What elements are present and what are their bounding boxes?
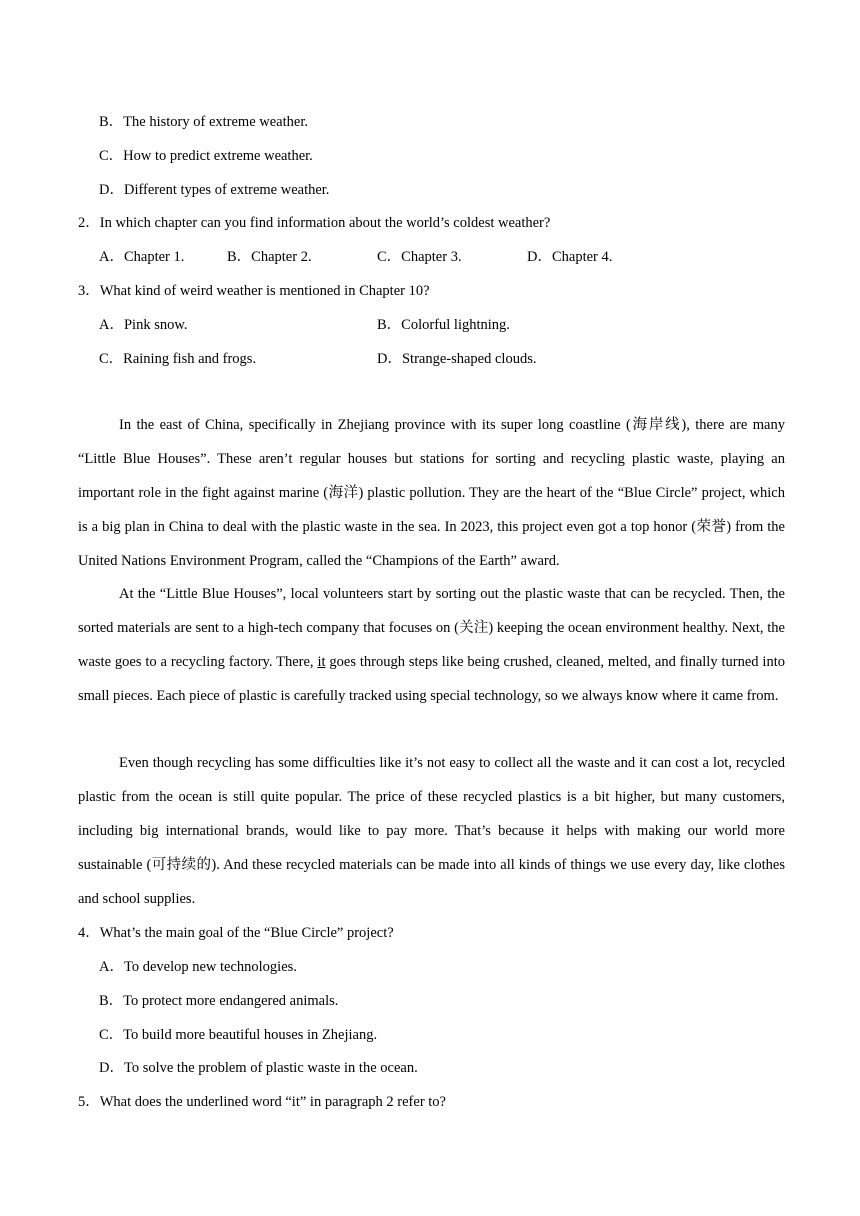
q2-option-c: C．Chapter 3. <box>377 249 462 265</box>
underlined-word-it: it <box>317 653 326 670</box>
q1-option-d: D．Different types of extreme weather. <box>99 182 330 198</box>
passage-paragraph-2-part-2: goes through steps like being crushed, cleaned, melted, and finally turned into small pieces. Each piece of plastic is carefully tracked using special technology, so we always know where it came from. <box>78 653 785 704</box>
passage-paragraph-2-part-1: At the “Little Blue Houses”, local volunteers start by sorting out the plastic waste that can be recycled. Then, the sorted materials are sent to a high-tech company that focuses on (关注) keeping the ocean environment healthy. Next, the waste goes to a recycling factory. There, <box>78 586 785 670</box>
q1-option-b: B．The history of extreme weather. <box>99 114 308 130</box>
q3-option-d: D．Strange-shaped clouds. <box>377 351 537 367</box>
q4-option-a: A．To develop new technologies. <box>99 959 297 975</box>
q4-option-c: C．To build more beautiful houses in Zhejiang. <box>99 1027 378 1043</box>
q1-option-c: C．How to predict extreme weather. <box>99 148 313 164</box>
q4-option-b: B．To protect more endangered animals. <box>99 993 339 1009</box>
q2-stem: 2．In which chapter can you find information about the world’s coldest weather? <box>78 215 551 231</box>
passage-paragraph-3: Even though recycling has some difficulties like it’s not easy to collect all the waste and it can cost a lot, recycled plastic from the ocean is still quite popular. The price of these recycled plastics is a bit higher, but many customers, including big international brands, would like to pay more. That’s because it helps with making our world more sustainable (可持续的). And these recycled materials can be made into all kinds of things we use every day, like clothes and school supplies. <box>78 755 785 907</box>
q3-option-b: B．Colorful lightning. <box>377 317 510 333</box>
q4-stem: 4．What’s the main goal of the “Blue Circle” project? <box>78 925 394 941</box>
q3-option-a: A．Pink snow. <box>99 317 188 333</box>
q3-option-c: C．Raining fish and frogs. <box>99 351 257 367</box>
q2-option-d: D．Chapter 4. <box>527 249 613 265</box>
q2-option-a: A．Chapter 1. <box>99 249 185 265</box>
q5-stem: 5．What does the underlined word “it” in paragraph 2 refer to? <box>78 1094 446 1110</box>
passage-paragraph-2 <box>78 578 785 714</box>
q2-option-b: B．Chapter 2. <box>227 249 312 265</box>
q4-option-d: D．To solve the problem of plastic waste in the ocean. <box>99 1060 418 1076</box>
q3-stem: 3．What kind of weird weather is mentioned in Chapter 10? <box>78 283 430 299</box>
passage-paragraph-1: In the east of China, specifically in Zhejiang province with its super long coastline (海岸线), there are many “Little Blue Houses”. These aren’t regular houses but stations for sorting and recycling plastic waste, playing an important role in the fight against marine (海洋) plastic pollution. They are the heart of the “Blue Circle” project, which is a big plan in China to deal with the plastic waste in the sea. In 2023, this project even got a top honor (荣誉) from the United Nations Environment Program, called the “Champions of the Earth” award. <box>78 417 785 569</box>
